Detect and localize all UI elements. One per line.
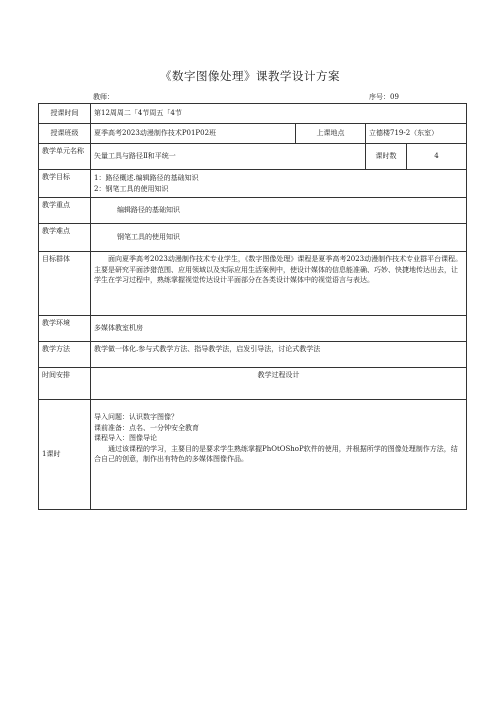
value-difficulties: 钢笔工具的使用知识 xyxy=(91,224,467,252)
serial-number: 序号：09 xyxy=(369,93,399,101)
label-lesson-1: 1课时 xyxy=(39,400,91,510)
row-schedule xyxy=(39,368,467,400)
document-title: 《数字图像处理》课教学设计方案 xyxy=(160,69,340,83)
row-methods xyxy=(39,342,467,368)
lesson-plan-table xyxy=(38,103,467,510)
row-class xyxy=(39,124,467,144)
row-difficulties xyxy=(39,224,467,252)
goal-item-2: 2：钢笔工具的使用知识 xyxy=(94,184,169,193)
value-methods: 教学做一体化.参与式教学方法、指导教学法，启发引导法，讨论式教学法 xyxy=(91,342,467,368)
row-teaching-time xyxy=(39,104,467,124)
value-goals xyxy=(91,170,467,198)
label-key-points: 教学重点 xyxy=(39,198,91,224)
lesson-question: 导入问题：认识数字图像？ xyxy=(94,413,178,421)
label-teaching-time: 授课时间 xyxy=(39,104,91,124)
label-class: 授课班级 xyxy=(39,124,91,144)
teacher-label: 教师： xyxy=(93,93,114,101)
value-teaching-time: 第12周周二「4节周五「4节 xyxy=(91,104,467,124)
value-schedule: 教学过程设计 xyxy=(91,368,467,400)
label-methods: 教学方法 xyxy=(39,342,91,368)
goal-item-1: 1：路径概述.编辑路径的基础知识 xyxy=(94,174,199,182)
label-unit: 教学单元名称 xyxy=(39,144,91,170)
label-audience: 目标群体 xyxy=(39,252,91,316)
value-hours: 4 xyxy=(407,144,467,170)
row-audience xyxy=(39,252,467,316)
value-class: 夏季高考2023动漫制作技术P01P02班 xyxy=(91,124,296,144)
row-lesson-1 xyxy=(39,400,467,510)
row-unit xyxy=(39,144,467,170)
value-unit: 矢量工具与路径Ⅱ和平统一 xyxy=(91,144,366,170)
row-goals xyxy=(39,170,467,198)
row-key-points xyxy=(39,198,467,224)
label-hours: 课时数 xyxy=(366,144,407,170)
value-audience: 面向夏季高考2023动漫制作技术专业学生，《数字图像处理》课程是夏季高考2023动漫制作技术专业群平台课程。主要是研究平面涉猎范围、应用领域以及实际应用生活案例中，使设计媒体的信息能准确、巧妙、快捷地传达出去，让学生在学习过程中，熟练掌握视觉传达设计平面部分在各类设计媒体中的视觉语言与表达。 xyxy=(91,252,467,316)
label-location: 上课地点 xyxy=(296,124,366,144)
label-difficulties: 教学难点 xyxy=(39,224,91,252)
label-schedule: 时间安排 xyxy=(39,368,91,400)
lesson-paragraph: 通过该课程的学习，主要目的是要求学生熟练掌握PhOtOShoP软件的使用，并根据所学的图像处理制作方法，结合自己的创意，制作出有特色的多媒体图像作品。 xyxy=(94,444,458,463)
value-location: 立德楼719-2（东室） xyxy=(366,124,467,144)
value-key-points: 编辑路径的基础知识 xyxy=(91,198,467,224)
label-environment: 教学环境 xyxy=(39,316,91,342)
lesson-introduction: 课程导入：图像导论 xyxy=(94,434,157,442)
value-lesson-1 xyxy=(91,400,467,510)
row-environment xyxy=(39,316,467,342)
value-environment: 多媒体教室机房 xyxy=(91,316,467,342)
label-goals: 教学目标 xyxy=(39,170,91,198)
lesson-preparation: 课前准备：点名、一分钟安全教育 xyxy=(94,423,199,432)
